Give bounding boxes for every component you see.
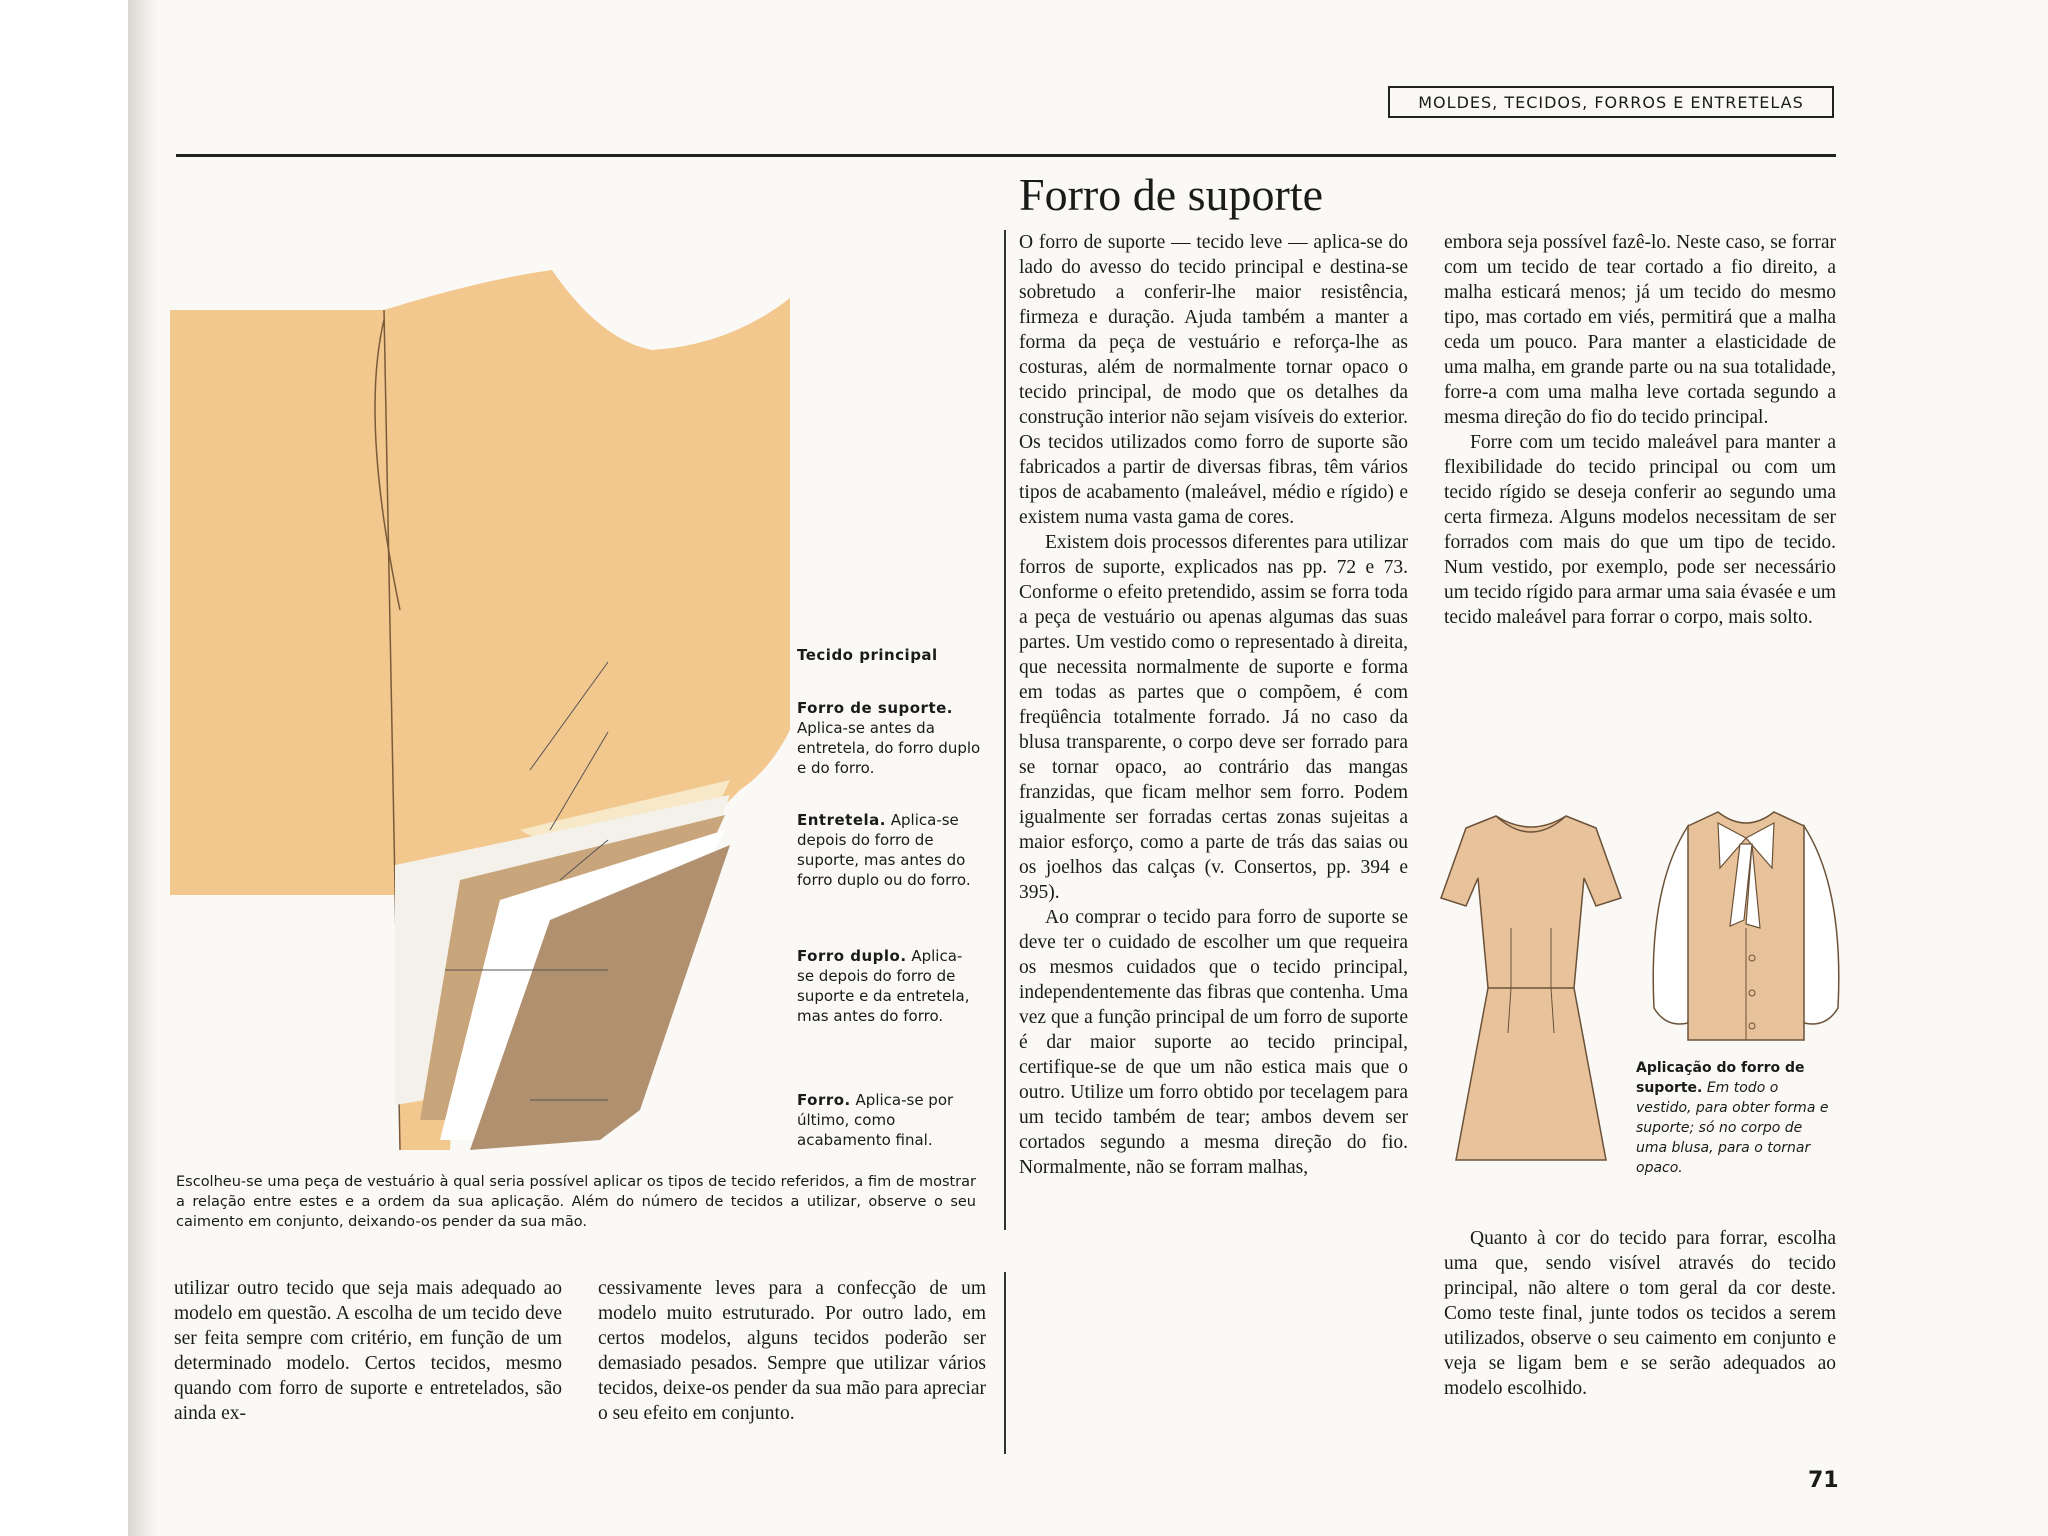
header-rule: [176, 154, 1836, 157]
bottom-right-text: [1444, 1226, 1836, 1401]
middle-para-1: O forro de suporte — tecido leve — aplica-se do lado do avesso do tecido principal e destina-se sobretudo a conferir-lhe maior resistência, firmeza e duração. Ajuda também a manter a forma da peça de vestuário e reforça-lhe as costuras, além de normalmente tornar opaco o tecido principal, de modo que os detalhes da construção interior não sejam visíveis do exterior. Os tecidos utilizados como forro de suporte são fabricados a partir de diversas fibras, têm vários tipos de acabamento (maleável, médio e rígido) e existem numa vasta gama de cores.: [1019, 232, 1408, 528]
garment-caption: [1636, 1058, 1836, 1178]
book-spine-shadow: [128, 0, 158, 1536]
page-number: 71: [1808, 1468, 1839, 1493]
left-text-col2-p: cessivamente leves para a confecção de um modelo muito estruturado. Por outro lado, em certos modelos, alguns tecidos poderão ser demasiado pesados. Sempre que utilizar vários tecidos, deixe-os pender da sua mão para apreciar o seu efeito em conjunto.: [598, 1278, 986, 1424]
middle-para-2: Existem dois processos diferentes para utilizar forros de suporte, explicados nas pp. 72 e 73. Conforme o efeito pretendido, assim se forra toda a peça de vestuário ou apenas algumas das suas partes. Um vestido como o representado à direita, que necessita normalmente de suporte e forma em todas as partes que o compõem, é com freqüência totalmente forrado. Já no caso da blusa transparente, o corpo deve ser forrado para se tornar opaco, ao contrário das mangas franzidas, que ficam melhor sem forro. Podem igualmente ser forradas certas zonas sujeitas a maior esforço, como a parte de trás das saias ou os joelhos das calças (v. Consertos, pp. 394 e 395).: [1019, 532, 1408, 903]
column-rule-middle: [1004, 230, 1006, 1230]
right-para-2: Forre com um tecido maleável para manter a flexibilidade do tecido principal ou com um tecido rígido se deseja conferir ao segundo uma certa firmeza. Alguns modelos necessitam de ser forrados com mais do que um tipo de tecido. Num vestido, por exemplo, pode ser necessário um tecido rígido para armar uma saia évasée e um tecido maleável para forrar o corpo, mais solto.: [1444, 432, 1836, 628]
figure-caption: Escolheu-se uma peça de vestuário à qual seria possível aplicar os tipos de tecido referidos, a fim de mostrar a relação entre estes e a ordem da sua aplicação. Além do número de tecidos a utilizar, observe o seu caimento em conjunto, deixando-os pender da sua mão.: [176, 1174, 976, 1230]
dress-illustration: [1436, 808, 1626, 1168]
label-support-lining-title: Forro de suporte.: [797, 699, 953, 717]
label-interfacing-title: Entretela.: [797, 811, 886, 829]
middle-column: [1019, 230, 1408, 1180]
article-title: Forro de suporte: [1019, 169, 1324, 220]
left-text-col1-p: utilizar outro tecido que seja mais adequado ao modelo em questão. A escolha de um tecido deve ser feita sempre com critério, em função de um determinado modelo. Certos tecidos, mesmo quando com forro de suporte e entretelados, são ainda ex-: [174, 1278, 562, 1424]
label-support-lining: [797, 698, 993, 778]
label-interfacing: [797, 810, 979, 890]
blouse-illustration: [1648, 808, 1844, 1058]
label-lining-title: Forro.: [797, 1091, 851, 1109]
middle-para-3: Ao comprar o tecido para forro de suporte se deve ter o cuidado de escolher um que requeira os mesmos cuidados que o tecido principal, independentemente das fibras que contenha. Uma vez que a função principal de um forro de suporte é dar maior suporte ao tecido principal, certifique-se de que um não estica mais que o outro. Utilize um forro obtido por tecelagem para um tecido também de tear; ambos devem ser cortados segundo a mesma direção do fio. Normalmente, não se forram malhas,: [1019, 907, 1408, 1178]
section-header: MOLDES, TECIDOS, FORROS E ENTRETELAS: [1388, 86, 1834, 118]
label-interfacing-body: Aplica-se depois do forro de suporte, mas antes do forro duplo ou do forro.: [797, 811, 971, 889]
bottom-right-para: Quanto à cor do tecido para forrar, escolha uma que, sendo visível através do tecido principal, não altere o tom geral da cor deste. Como teste final, junte todos os tecidos a serem utilizados, observe o seu caimento em conjunto e veja se ligam bem e se serão adequados ao modelo escolhido.: [1444, 1228, 1836, 1399]
label-lining: [797, 1090, 967, 1150]
right-para-1: embora seja possível fazê-lo. Neste caso, se forrar com um tecido de tear cortado a fio direito, a malha esticará menos; já um tecido do mesmo tipo, mas cortado em viés, permitirá que a malha ceda um pouco. Para manter a elasticidade de uma malha, em grande parte ou na sua totalidade, forre-a com uma malha leve cortada segundo a mesma direção do fio do tecido principal.: [1444, 232, 1836, 428]
label-support-lining-body: Aplica-se antes da entretela, do forro duplo e do forro.: [797, 719, 981, 777]
left-text-col2: [598, 1276, 986, 1426]
garment-caption-body: Em todo o vestido, para obter forma e suporte; só no corpo de uma blusa, para o tornar opaco.: [1636, 1080, 1829, 1176]
left-text-col1: [174, 1276, 562, 1426]
label-double-lining: [797, 946, 973, 1026]
label-lining-body: Aplica-se por último, como acabamento final.: [797, 1091, 954, 1149]
label-double-lining-body: Aplica-se depois do forro de suporte e da entretela, mas antes do forro.: [797, 947, 970, 1025]
label-main-fabric-title: Tecido principal: [797, 646, 938, 664]
right-column: [1444, 230, 1836, 630]
garment-caption-title: Aplicação do forro de suporte.: [1636, 1060, 1805, 1096]
fabric-layers-illustration: [170, 270, 810, 1170]
label-main-fabric: [797, 645, 997, 665]
column-rule-bottom: [1004, 1272, 1006, 1454]
label-double-lining-title: Forro duplo.: [797, 947, 907, 965]
